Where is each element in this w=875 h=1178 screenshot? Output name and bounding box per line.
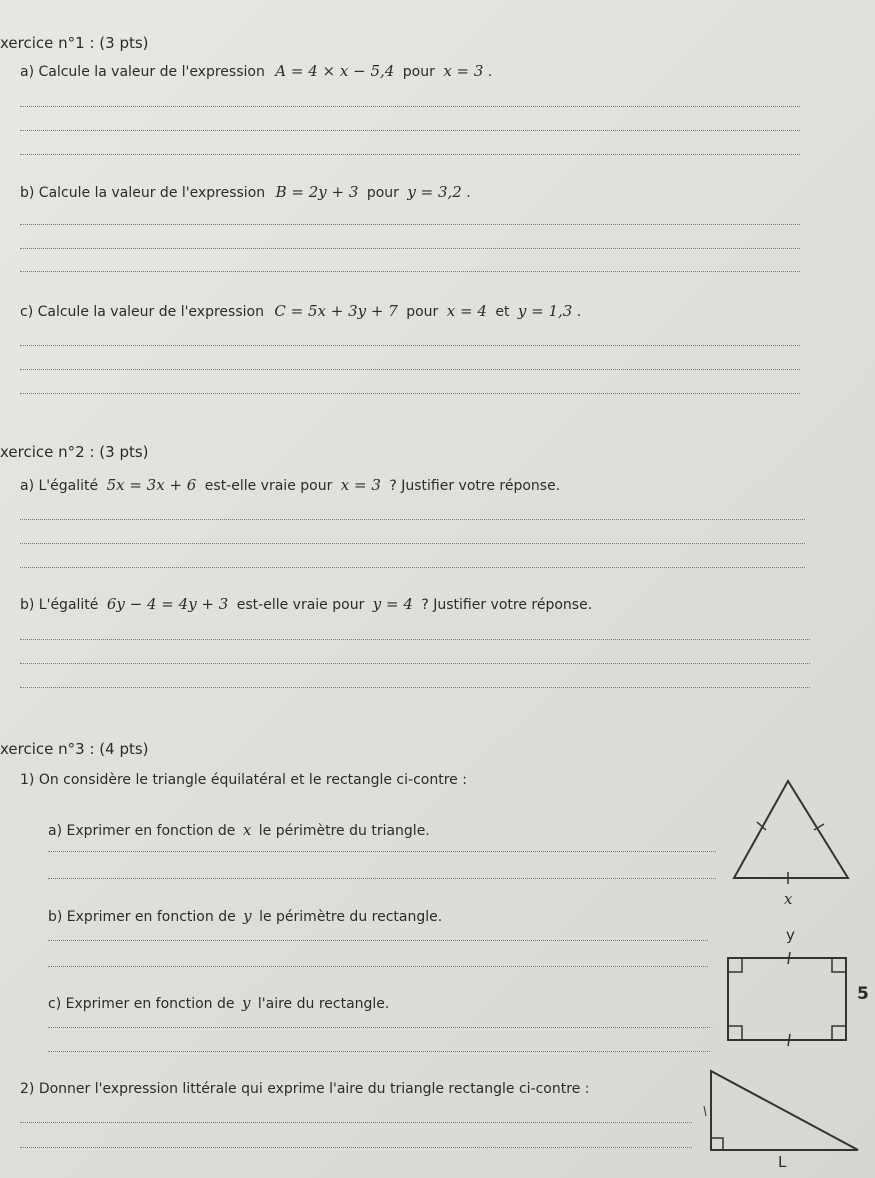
answer-line [48, 940, 708, 941]
question-3-1: 1) On considère le triangle équilatéral et le rectangle ci-contre : [20, 772, 467, 788]
answer-line [20, 639, 810, 640]
answer-line [48, 1051, 710, 1052]
answer-line [20, 663, 810, 664]
right-triangle-base-label: L [778, 1153, 787, 1171]
answer-line [20, 271, 800, 272]
question-3-1c: c) Exprimer en fonction de y l'aire du rectangle. [48, 994, 390, 1012]
answer-line [20, 393, 800, 394]
rectangle-top-label: y [786, 926, 795, 944]
answer-line [48, 966, 708, 967]
equilateral-triangle-figure [728, 778, 858, 888]
right-triangle-figure [706, 1068, 866, 1153]
answer-line [20, 106, 800, 107]
exercise-3-title: xercice n°3 : (4 pts) [0, 740, 149, 758]
answer-line [20, 543, 805, 544]
exercise-1-title: xercice n°1 : (3 pts) [0, 34, 149, 52]
answer-line [48, 1027, 710, 1028]
answer-line [20, 1122, 692, 1123]
answer-line [20, 154, 800, 155]
rectangle-figure [724, 950, 854, 1045]
answer-line [20, 369, 800, 370]
question-1c: c) Calcule la valeur de l'expression C = 5x + 3y + 7 pour x = 4 et y = 1,3 . [20, 302, 582, 320]
question-1a: a) Calcule la valeur de l'expression A = 4 × x − 5,4 pour x = 3 . [20, 62, 493, 80]
question-2a: a) L'égalité 5x = 3x + 6 est-elle vraie pour x = 3 ? Justifier votre réponse. [20, 476, 561, 494]
answer-line [20, 1147, 692, 1148]
exercise-2-title: xercice n°2 : (3 pts) [0, 443, 149, 461]
answer-line [48, 851, 716, 852]
answer-line [48, 878, 716, 879]
question-1b: b) Calcule la valeur de l'expression B = 2y + 3 pour y = 3,2 . [20, 183, 471, 201]
answer-line [20, 248, 800, 249]
question-2b: b) L'égalité 6y − 4 = 4y + 3 est-elle vraie pour y = 4 ? Justifier votre réponse. [20, 595, 593, 613]
answer-line [20, 687, 810, 688]
answer-line [20, 519, 805, 520]
rectangle-side-label: 5 [857, 984, 869, 1004]
answer-line [20, 345, 800, 346]
answer-line [20, 567, 805, 568]
answer-line [20, 130, 800, 131]
question-3-1b: b) Exprimer en fonction de y le périmètre du rectangle. [48, 907, 443, 925]
question-3-2: 2) Donner l'expression littérale qui exprime l'aire du triangle rectangle ci-contre : [20, 1081, 590, 1097]
answer-line [20, 224, 800, 225]
question-3-1a: a) Exprimer en fonction de x le périmètre du triangle. [48, 821, 430, 839]
triangle-side-label: x [784, 890, 793, 908]
